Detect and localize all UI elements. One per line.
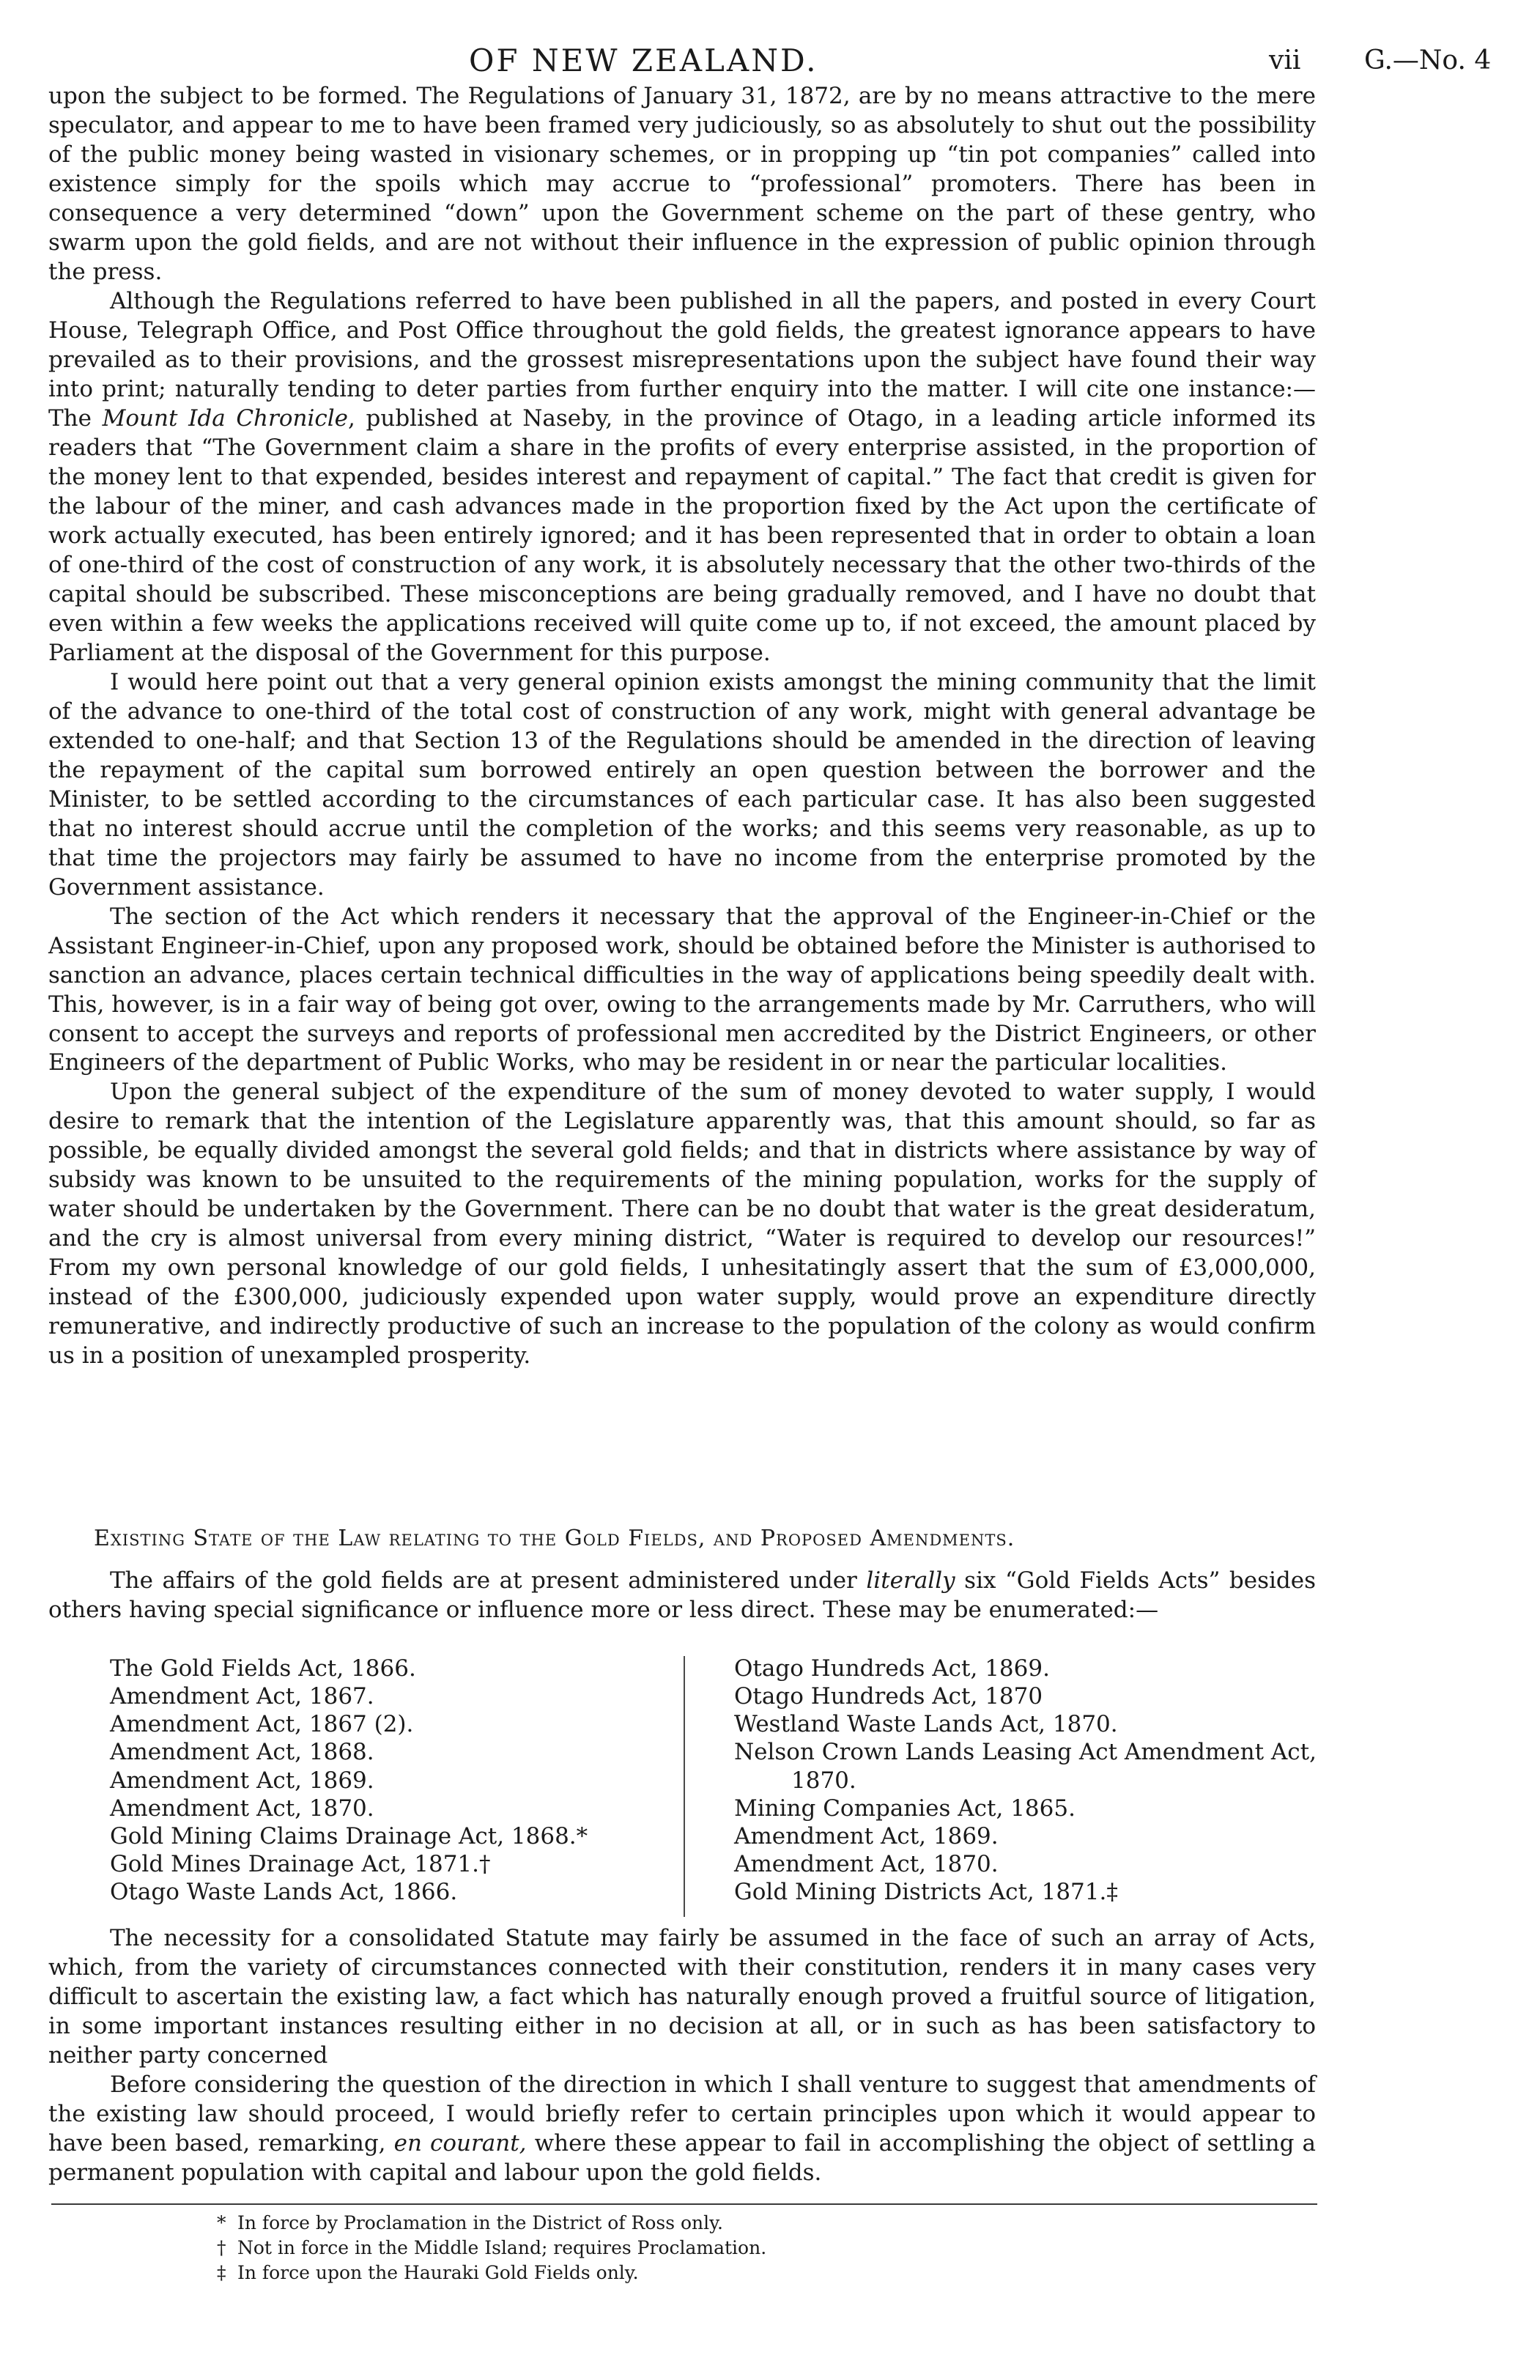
footnote	[217, 2236, 1243, 2261]
paragraph	[48, 2071, 1316, 2188]
footnote-text: In force upon the Hauraki Gold Fields only.	[237, 2262, 639, 2283]
running-title: OF NEW ZEALAND.	[469, 42, 818, 78]
footnote-text: In force by Proclamation in the District of Ross only.	[237, 2212, 723, 2233]
footnotes	[217, 2211, 1243, 2285]
paragraph: I would here point out that a very general opinion exists amongst the mining community that the limit of the advance to one-third of the total cost of construction of any work, might with general advantage be extended to one-half; and that Section 13 of the Regulations should be amended in the direction of leaving the repayment of the capital sum borrowed entirely an open question between the borrower and the Minister, to be settled according to the circumstances of each particular case. It has also been suggested that no interest should accrue until the completion of the works; and this seems very reasonable, as up to that time the projectors may fairly be assumed to have no income from the enterprise promoted by the Government assistance.	[48, 668, 1316, 901]
section-intro	[48, 1567, 1316, 1625]
body-text	[48, 82, 1316, 1371]
footnote-text: Not in force in the Middle Island; requires Proclamation.	[237, 2237, 767, 2258]
acts-list	[110, 1655, 1319, 1918]
list-item: Otago Hundreds Act, 1869.	[734, 1655, 1050, 1682]
list-item: Mining Companies Act, 1865.	[734, 1795, 1076, 1822]
paragraph-text: The affairs of the gold fields are at present administered under	[110, 1567, 857, 1594]
section-heading: Existing State of the Law relating to the Gold Fields, and Proposed Amendments.	[94, 1526, 1015, 1551]
list-item: Otago Waste Lands Act, 1866.	[110, 1879, 458, 1905]
paragraph: Upon the general subject of the expenditure of the sum of money devoted to water supply, I would desire to remark that the intention of the Legislature apparently was, that this amount should, so far as possible, be equally divided amongst the several gold fields; and that in districts where assistance by way of subsidy was known to be unsuited to the requirements of the mining population, works for the supply of water should be undertaken by the Government. There can be no doubt that water is the great desideratum, and the cry is almost universal from every mining district, “Water is required to develop our resources!” From my own personal knowledge of our gold fields, I unhesitatingly assert that the sum of £3,000,000, instead of the £300,000, judiciously expended upon water supply, would prove an expenditure directly remunerative, and indirectly productive of such an increase to the population of the colony as would confirm us in a position of unexampled prosperity.	[48, 1079, 1316, 1370]
footnote	[217, 2211, 1243, 2236]
closing-text	[48, 1924, 1316, 2188]
list-item: Amendment Act, 1870.	[110, 1795, 374, 1822]
footnote-mark: ‡	[217, 2262, 226, 2283]
paragraph-text: where these appear to fail in accomplishing the object of settling a permanent population with capital and labour upon the gold fields.	[48, 2129, 1317, 2186]
list-item: Otago Hundreds Act, 1870	[734, 1683, 1043, 1710]
list-item: The Gold Fields Act, 1866.	[110, 1655, 416, 1682]
footnote	[217, 2261, 1243, 2285]
paragraph-text: Although the Regulations referred to have been published in all the papers, and posted in every Court House, Telegraph Office, and Post Office throughout the gold fields, the greatest ignorance appears to have prevailed as to their provisions, and the grossest misrepresentations upon the subject have found their way into print; naturally tending to deter parties from further enquiry into the matter. I will cite one instance:—The	[48, 287, 1316, 432]
footnote-mark: *	[217, 2212, 226, 2233]
paragraph-text: six “Gold Fields Acts” besides others having special significance or influence more or less direct. These may be enumerated:—	[48, 1567, 1316, 1623]
list-item: Amendment Act, 1867 (2).	[110, 1711, 414, 1738]
footnote-mark: †	[217, 2237, 226, 2258]
acts-column-left	[110, 1655, 667, 1906]
list-item: Gold Mines Drainage Act, 1871.†	[110, 1850, 491, 1877]
list-item: Amendment Act, 1869.	[734, 1822, 999, 1849]
document-reference: G.—No. 4	[1364, 45, 1492, 75]
list-item: Amendment Act, 1867.	[110, 1683, 374, 1710]
acts-column-right	[734, 1655, 1320, 1906]
paragraph: The necessity for a consolidated Statute may fairly be assumed in the face of such an array of Acts, which, from the variety of circumstances connected with their constitution, renders it in many cases very difficult to ascertain the existing law, a fact which has naturally enough proved a fruitful source of litigation, in some important instances resulting either in no decision at all, or in such as has been satisfactory to neither party concerned	[48, 1925, 1316, 2069]
paragraph	[48, 287, 1316, 668]
list-item: Gold Mining Districts Act, 1871.‡	[734, 1879, 1118, 1905]
footnote-rule	[51, 2203, 1317, 2205]
column-divider	[684, 1656, 685, 1917]
paragraph: The section of the Act which renders it necessary that the approval of the Engineer-in-Chief or the Assistant Engineer-in-Chief, upon any proposed work, should be obtained before the Minister is authorised to sanction an advance, places certain technical difficulties in the way of applications being speedily dealt with. This, however, is in a fair way of being got over, owing to the arrangements made by Mr. Carruthers, who will consent to accept the surveys and reports of professional men accredited by the District Engineers, or other Engineers of the department of Public Works, who may be resident in or near the particular localities.	[48, 903, 1316, 1076]
paragraph: upon the subject to be formed. The Regulations of January 31, 1872, are by no means attractive to the mere speculator, and appear to me to have been framed very judiciously, so as absolutely to shut out the possibility of the public money being wasted in visionary schemes, or in propping up “tin pot companies” called into existence simply for the spoils which may accrue to “professional” promoters. There has been in consequence a very determined “down” upon the Government scheme on the part of these gentry, who swarm upon the gold fields, and are not without their influence in the expression of public opinion through the press.	[48, 83, 1316, 285]
list-item: Westland Waste Lands Act, 1870.	[734, 1711, 1118, 1738]
newspaper-title: Mount Ida Chronicle	[102, 404, 348, 432]
list-item: Gold Mining Claims Drainage Act, 1868.*	[110, 1822, 588, 1849]
page-number: vii	[1269, 45, 1301, 75]
emphasis: en courant,	[393, 2129, 527, 2157]
paragraph-text: , published at Naseby, in the province of Otago, in a leading article informed its readers that “The Government claim a share in the profits of every enterprise assisted, in the proportion of the money lent to that expended, besides interest and repayment of capital.” The fact that credit is given for the labour of the miner, and cash advances made in the proportion fixed by the Act upon the certificate of work actually executed, has been entirely ignored; and it has been represented that in order to obtain a loan of one-third of the cost of construction of any work, it is absolutely necessary that the other two-thirds of the capital should be subscribed. These misconceptions are being gradually removed, and I have no doubt that even within a few weeks the applications received will quite come up to, if not exceed, the amount placed by Parliament at the disposal of the Government for this purpose.	[48, 404, 1316, 666]
list-item: Amendment Act, 1868.	[110, 1739, 374, 1766]
emphasis: literally	[866, 1567, 955, 1594]
list-item: Amendment Act, 1869.	[110, 1767, 374, 1794]
paragraph	[48, 1567, 1316, 1625]
list-item: Amendment Act, 1870.	[734, 1850, 999, 1877]
paragraph-text: Before considering the question of the direction in which I shall venture to suggest that amendments of the existing law should proceed, I would briefly refer to certain principles upon which it would appear to have been based, remarking,	[48, 2071, 1316, 2157]
list-item: Nelson Crown Lands Leasing Act Amendment Act, 1870.	[734, 1739, 1317, 1794]
